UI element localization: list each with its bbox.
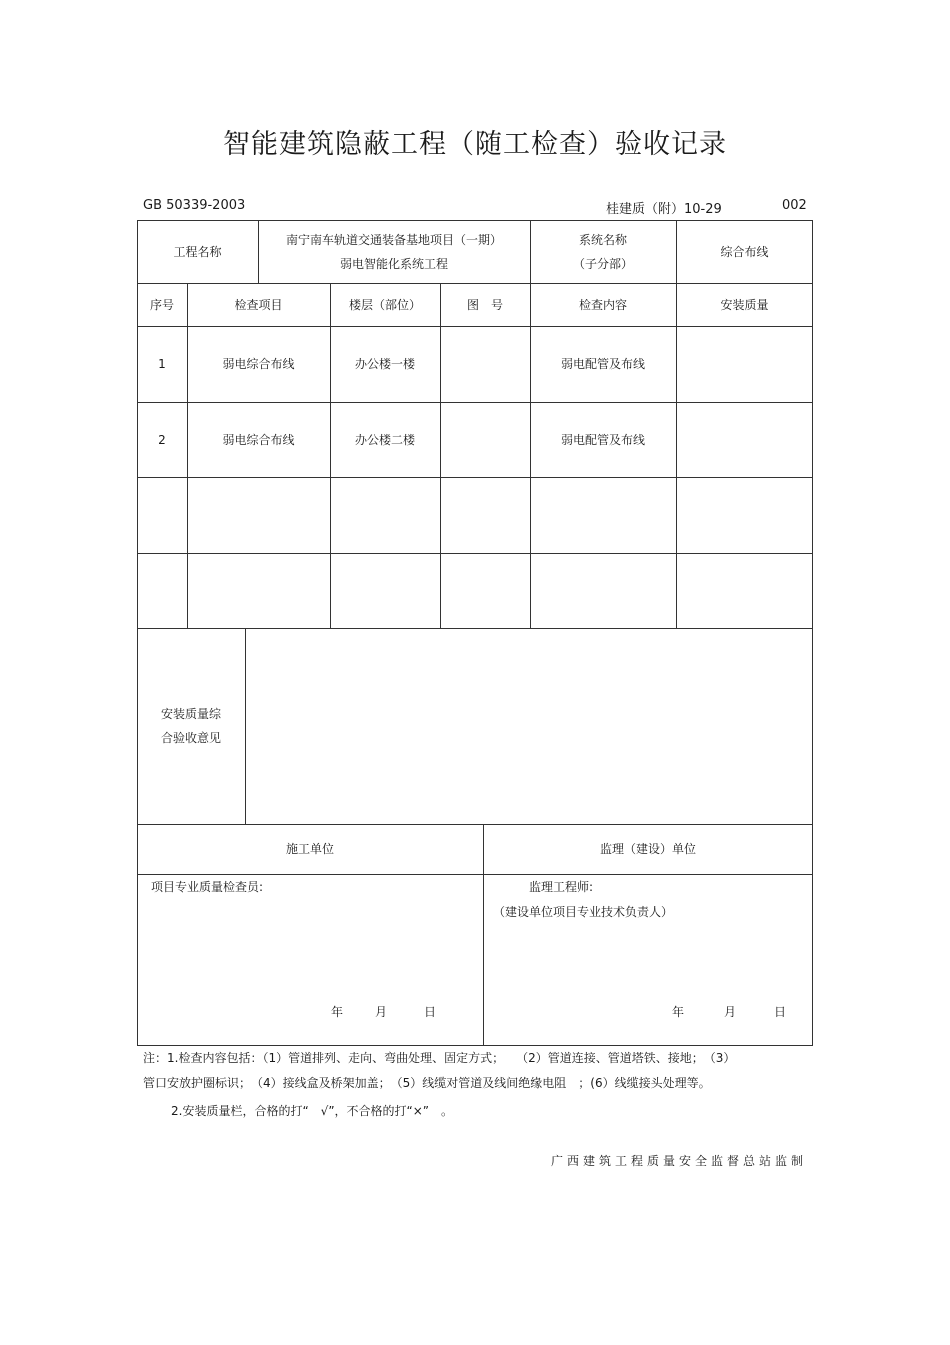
supervisor-day: 日	[774, 1005, 787, 1019]
contractor-day: 日	[424, 1005, 437, 1019]
serial-number: 002	[782, 198, 807, 213]
row-2-quality	[676, 402, 813, 477]
supervisor-note: （建设单位项目专业技术负责人）	[493, 905, 674, 919]
contractor-label: 施工单位	[285, 842, 334, 856]
row-3-quality	[676, 477, 813, 553]
row-4-quality	[676, 553, 813, 628]
opinion-label	[137, 628, 245, 824]
row-3-floor	[330, 477, 440, 553]
opinion-value	[245, 628, 813, 824]
supervisor-label: 监理（建设）单位	[599, 842, 696, 856]
header-content: 检查内容	[578, 297, 627, 312]
supervisor-engineer-label: 监理工程师:	[529, 880, 594, 894]
project-name-label: 工程名称	[173, 244, 222, 259]
row-2-no: 2	[158, 432, 166, 447]
row-2-item: 弱电综合布线	[222, 432, 295, 447]
header-drawing: 图 号	[466, 297, 503, 312]
row-4-item	[187, 553, 330, 628]
row-4-content	[530, 553, 676, 628]
row-4-drawing	[440, 553, 530, 628]
opinion-label-line2: 合验收意见	[160, 731, 221, 745]
contractor-month: 月	[375, 1005, 388, 1019]
row-4-no	[137, 553, 187, 628]
row-3-item	[187, 477, 330, 553]
form-code: 桂建质（附）10-29	[606, 202, 722, 217]
document-title: 智能建筑隐蔽工程（随工检查）验收记录	[223, 129, 727, 160]
note-line-2: 管口安放护圈标识； （4）接线盒及桥架加盖； （5）线缆对管道及线间绝缘电阻 ；(6）线缆接头处理等。	[143, 1076, 711, 1090]
row-3-no	[137, 477, 187, 553]
contractor-year: 年	[331, 1005, 344, 1019]
row-3-content	[530, 477, 676, 553]
row-1-no: 1	[158, 357, 166, 371]
issuer-footer: 广西建筑工程质量安全监督总站监制	[550, 1154, 807, 1168]
row-1-drawing	[440, 326, 530, 402]
system-name-label	[530, 220, 676, 283]
header-item: 检查项目	[234, 297, 283, 312]
row-1-item: 弱电综合布线	[222, 357, 295, 371]
opinion-label-line1: 安装质量综	[160, 707, 221, 721]
row-2-content: 弱电配管及布线	[560, 432, 645, 447]
header-floor: 楼层（部位）	[348, 297, 421, 312]
system-label-line1: 系统名称	[578, 232, 627, 247]
system-label-line2: （子分部）	[572, 256, 633, 271]
standard-code: GB 50339-2003	[143, 198, 246, 213]
supervisor-month: 月	[724, 1005, 737, 1019]
contractor-inspector-label: 项目专业质量检查员:	[151, 880, 264, 894]
note-line-1: 注：1.检查内容包括：（1）管道排列、走向、弯曲处理、固定方式； （2）管道连接、管道塔铁、接地； （3）	[143, 1051, 736, 1065]
supervisor-year: 年	[672, 1005, 685, 1019]
row-1-quality	[676, 326, 813, 402]
row-2-floor: 办公楼二楼	[354, 432, 415, 447]
project-name-line1: 南宁南车轨道交通装备基地项目（一期）	[285, 232, 502, 247]
row-1-content: 弱电配管及布线	[560, 357, 645, 371]
inspection-form	[137, 220, 813, 1046]
row-1-floor: 办公楼一楼	[354, 357, 415, 371]
row-2-drawing	[440, 402, 530, 477]
row-4-floor	[330, 553, 440, 628]
project-name-value	[258, 220, 530, 283]
system-name-value: 综合布线	[720, 244, 769, 259]
header-no: 序号	[149, 297, 174, 312]
header-quality: 安装质量	[720, 297, 769, 312]
row-3-drawing	[440, 477, 530, 553]
project-name-line2: 弱电智能化系统工程	[339, 256, 448, 271]
note-line-3: 2.安装质量栏，合格的打“ √”，不合格的打“×” 。	[171, 1104, 454, 1118]
